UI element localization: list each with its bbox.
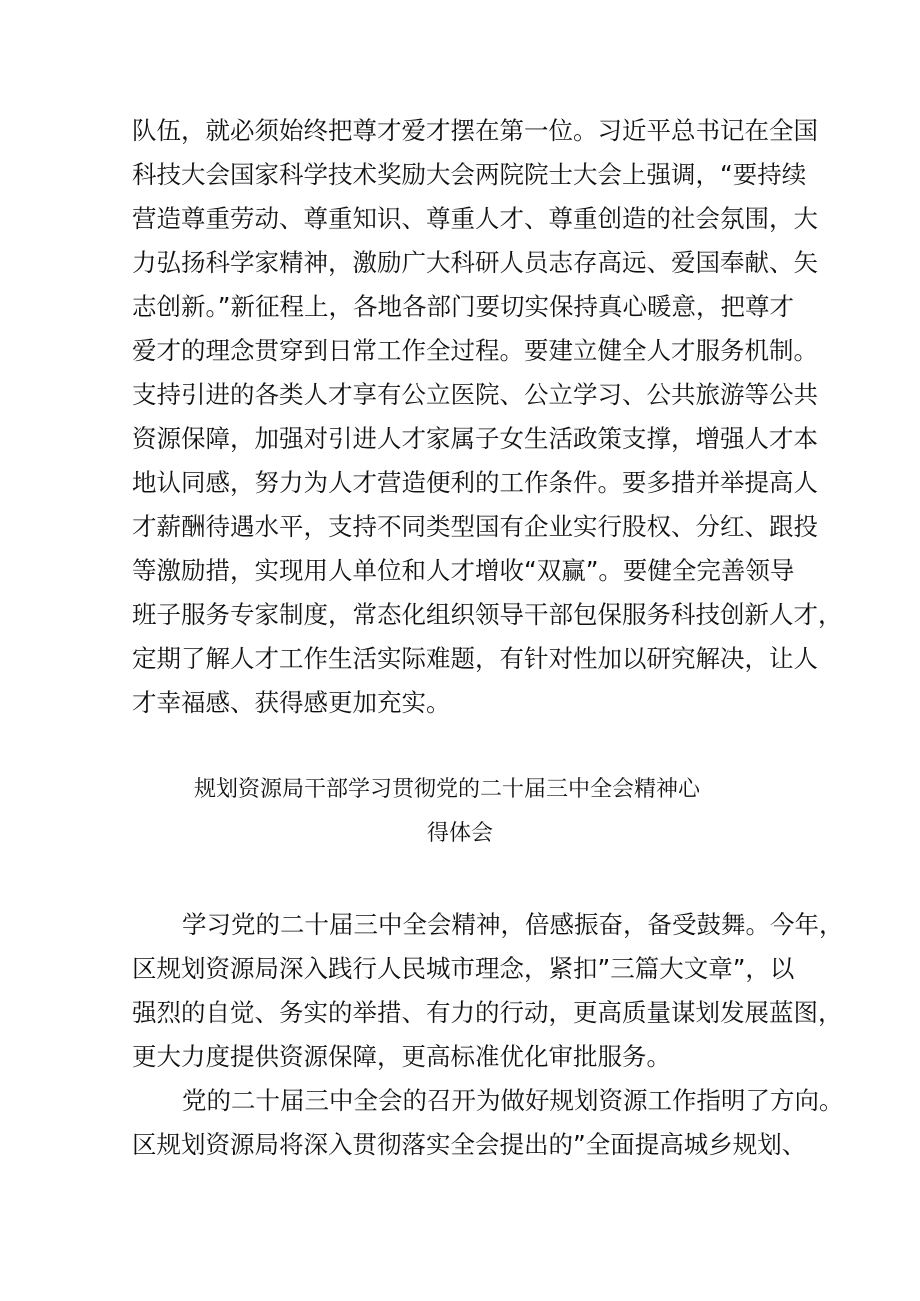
para1-line: 科技大会国家科学技术奖励大会两院院士大会上强调，“要持续 (132, 160, 807, 189)
para2-line: 区规划资源局深入践行人民城市理念，紧扣”三篇大文章”，以 (132, 954, 795, 983)
para1-line: 才幸福感、获得感更加充实。 (132, 688, 451, 717)
para1-line: 定期了解人才工作生活实际难题，有针对性加以研究解决，让人 (132, 644, 818, 673)
para2-line: 强烈的自觉、务实的举措、有力的行动，更高质量谋划发展蓝图， (132, 998, 843, 1027)
para1-line: 营造尊重劳动、尊重知识、尊重人才、尊重创造的社会氛围，大 (132, 204, 818, 233)
para1-line: 地认同感，努力为人才营造便利的工作条件。要多措并举提高人 (132, 468, 818, 497)
para2-line: 学习党的二十届三中全会精神，倍感振奋，备受鼓舞。今年， (182, 910, 844, 939)
para1-line: 队伍，就必须始终把尊才爱才摆在第一位。习近平总书记在全国 (132, 116, 818, 145)
article-title-line2: 得体会 (427, 821, 494, 846)
article-title-line1: 规划资源局干部学习贯彻党的二十届三中全会精神心 (194, 777, 701, 802)
para1-line: 志创新。”新征程上，各地各部门要切实保持真心暖意，把尊才 (132, 292, 794, 321)
para1-line: 支持引进的各类人才享有公立医院、公立学习、公共旅游等公共 (132, 380, 818, 409)
para1-line: 才薪酬待遇水平，支持不同类型国有企业实行股权、分红、跟投 (132, 512, 818, 541)
para1-line: 力弘扬科学家精神，激励广大科研人员志存高远、爱国奉献、矢 (132, 248, 818, 277)
para1-line: 等激励措，实现用人单位和人才增收“双赢”。要健全完善领导 (132, 556, 795, 585)
para3-line: 区规划资源局将深入贯彻落实全会提出的”全面提高城乡规划、 (132, 1130, 807, 1159)
para1-line: 班子服务专家制度，常态化组织领导干部包保服务科技创新人才， (132, 600, 843, 629)
para2-line: 更大力度提供资源保障，更高标准优化审批服务。 (132, 1042, 671, 1071)
para3-line: 党的二十届三中全会的召开为做好规划资源工作指明了方向。 (182, 1086, 844, 1115)
para1-line: 爱才的理念贯穿到日常工作全过程。要建立健全人才服务机制。 (132, 336, 818, 365)
para1-line: 资源保障，加强对引进人才家属子女生活政策支撑，增强人才本 (132, 424, 818, 453)
